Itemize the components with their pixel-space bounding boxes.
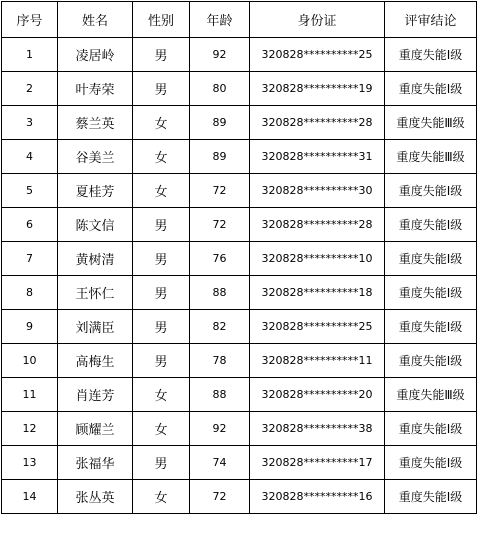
cell-seq: 6 — [2, 208, 58, 242]
cell-name: 陈文信 — [58, 208, 133, 242]
header-row — [2, 2, 477, 38]
cell-seq: 9 — [2, 310, 58, 344]
cell-seq: 8 — [2, 276, 58, 310]
cell-id-number: 320828**********17 — [250, 446, 385, 480]
cell-sex: 男 — [133, 344, 190, 378]
header-age: 年龄 — [190, 2, 250, 38]
cell-seq: 5 — [2, 174, 58, 208]
table-row — [2, 480, 477, 514]
cell-age: 82 — [190, 310, 250, 344]
cell-age: 89 — [190, 140, 250, 174]
cell-assessment-result: 重度失能Ⅰ级 — [385, 72, 477, 106]
cell-id-number: 320828**********38 — [250, 412, 385, 446]
table-row — [2, 412, 477, 446]
cell-age: 89 — [190, 106, 250, 140]
cell-seq: 4 — [2, 140, 58, 174]
cell-name: 谷美兰 — [58, 140, 133, 174]
table-row — [2, 242, 477, 276]
cell-age: 92 — [190, 412, 250, 446]
assessment-table — [1, 1, 477, 514]
cell-id-number: 320828**********28 — [250, 208, 385, 242]
cell-seq: 7 — [2, 242, 58, 276]
cell-assessment-result: 重度失能Ⅲ级 — [385, 106, 477, 140]
cell-assessment-result: 重度失能Ⅰ级 — [385, 446, 477, 480]
cell-name: 王怀仁 — [58, 276, 133, 310]
cell-sex: 男 — [133, 38, 190, 72]
table-row — [2, 276, 477, 310]
cell-assessment-result: 重度失能Ⅰ级 — [385, 174, 477, 208]
cell-name: 黄树清 — [58, 242, 133, 276]
table-row — [2, 38, 477, 72]
table-row — [2, 310, 477, 344]
cell-id-number: 320828**********18 — [250, 276, 385, 310]
cell-sex: 男 — [133, 242, 190, 276]
cell-name: 叶寿荣 — [58, 72, 133, 106]
cell-sex: 女 — [133, 174, 190, 208]
cell-age: 92 — [190, 38, 250, 72]
cell-id-number: 320828**********25 — [250, 310, 385, 344]
table-row — [2, 174, 477, 208]
cell-name: 肖连芳 — [58, 378, 133, 412]
cell-sex: 男 — [133, 446, 190, 480]
cell-id-number: 320828**********16 — [250, 480, 385, 514]
cell-id-number: 320828**********30 — [250, 174, 385, 208]
table-row — [2, 446, 477, 480]
cell-name: 张福华 — [58, 446, 133, 480]
cell-id-number: 320828**********10 — [250, 242, 385, 276]
cell-seq: 11 — [2, 378, 58, 412]
cell-id-number: 320828**********28 — [250, 106, 385, 140]
cell-assessment-result: 重度失能Ⅰ级 — [385, 412, 477, 446]
cell-assessment-result: 重度失能Ⅰ级 — [385, 310, 477, 344]
cell-name: 顾耀兰 — [58, 412, 133, 446]
cell-assessment-result: 重度失能Ⅰ级 — [385, 242, 477, 276]
cell-age: 80 — [190, 72, 250, 106]
cell-name: 高梅生 — [58, 344, 133, 378]
cell-assessment-result: 重度失能Ⅰ级 — [385, 276, 477, 310]
cell-assessment-result: 重度失能Ⅰ级 — [385, 208, 477, 242]
cell-sex: 男 — [133, 208, 190, 242]
cell-name: 凌居岭 — [58, 38, 133, 72]
table-row — [2, 208, 477, 242]
header-sex: 性别 — [133, 2, 190, 38]
cell-name: 刘满臣 — [58, 310, 133, 344]
cell-id-number: 320828**********11 — [250, 344, 385, 378]
header-id-number: 身份证 — [250, 2, 385, 38]
cell-age: 76 — [190, 242, 250, 276]
cell-id-number: 320828**********19 — [250, 72, 385, 106]
cell-seq: 12 — [2, 412, 58, 446]
table-row — [2, 344, 477, 378]
cell-age: 88 — [190, 378, 250, 412]
table-header — [2, 2, 477, 38]
cell-sex: 女 — [133, 412, 190, 446]
cell-age: 74 — [190, 446, 250, 480]
table-row — [2, 106, 477, 140]
cell-id-number: 320828**********31 — [250, 140, 385, 174]
table-row — [2, 72, 477, 106]
cell-name: 夏桂芳 — [58, 174, 133, 208]
table-body — [2, 38, 477, 514]
header-name: 姓名 — [58, 2, 133, 38]
cell-name: 张丛英 — [58, 480, 133, 514]
cell-sex: 男 — [133, 72, 190, 106]
cell-assessment-result: 重度失能Ⅰ级 — [385, 38, 477, 72]
cell-assessment-result: 重度失能Ⅲ级 — [385, 140, 477, 174]
cell-seq: 10 — [2, 344, 58, 378]
cell-assessment-result: 重度失能Ⅰ级 — [385, 480, 477, 514]
cell-sex: 男 — [133, 310, 190, 344]
cell-seq: 3 — [2, 106, 58, 140]
cell-age: 72 — [190, 480, 250, 514]
cell-age: 72 — [190, 208, 250, 242]
cell-sex: 女 — [133, 140, 190, 174]
cell-age: 72 — [190, 174, 250, 208]
cell-age: 88 — [190, 276, 250, 310]
cell-seq: 2 — [2, 72, 58, 106]
cell-sex: 女 — [133, 480, 190, 514]
cell-seq: 1 — [2, 38, 58, 72]
cell-assessment-result: 重度失能Ⅰ级 — [385, 344, 477, 378]
cell-seq: 13 — [2, 446, 58, 480]
header-seq: 序号 — [2, 2, 58, 38]
cell-sex: 女 — [133, 106, 190, 140]
header-assessment-result: 评审结论 — [385, 2, 477, 38]
table-row — [2, 378, 477, 412]
cell-id-number: 320828**********20 — [250, 378, 385, 412]
cell-sex: 男 — [133, 276, 190, 310]
table-row — [2, 140, 477, 174]
cell-assessment-result: 重度失能Ⅲ级 — [385, 378, 477, 412]
cell-seq: 14 — [2, 480, 58, 514]
cell-id-number: 320828**********25 — [250, 38, 385, 72]
cell-age: 78 — [190, 344, 250, 378]
cell-sex: 女 — [133, 378, 190, 412]
cell-name: 蔡兰英 — [58, 106, 133, 140]
